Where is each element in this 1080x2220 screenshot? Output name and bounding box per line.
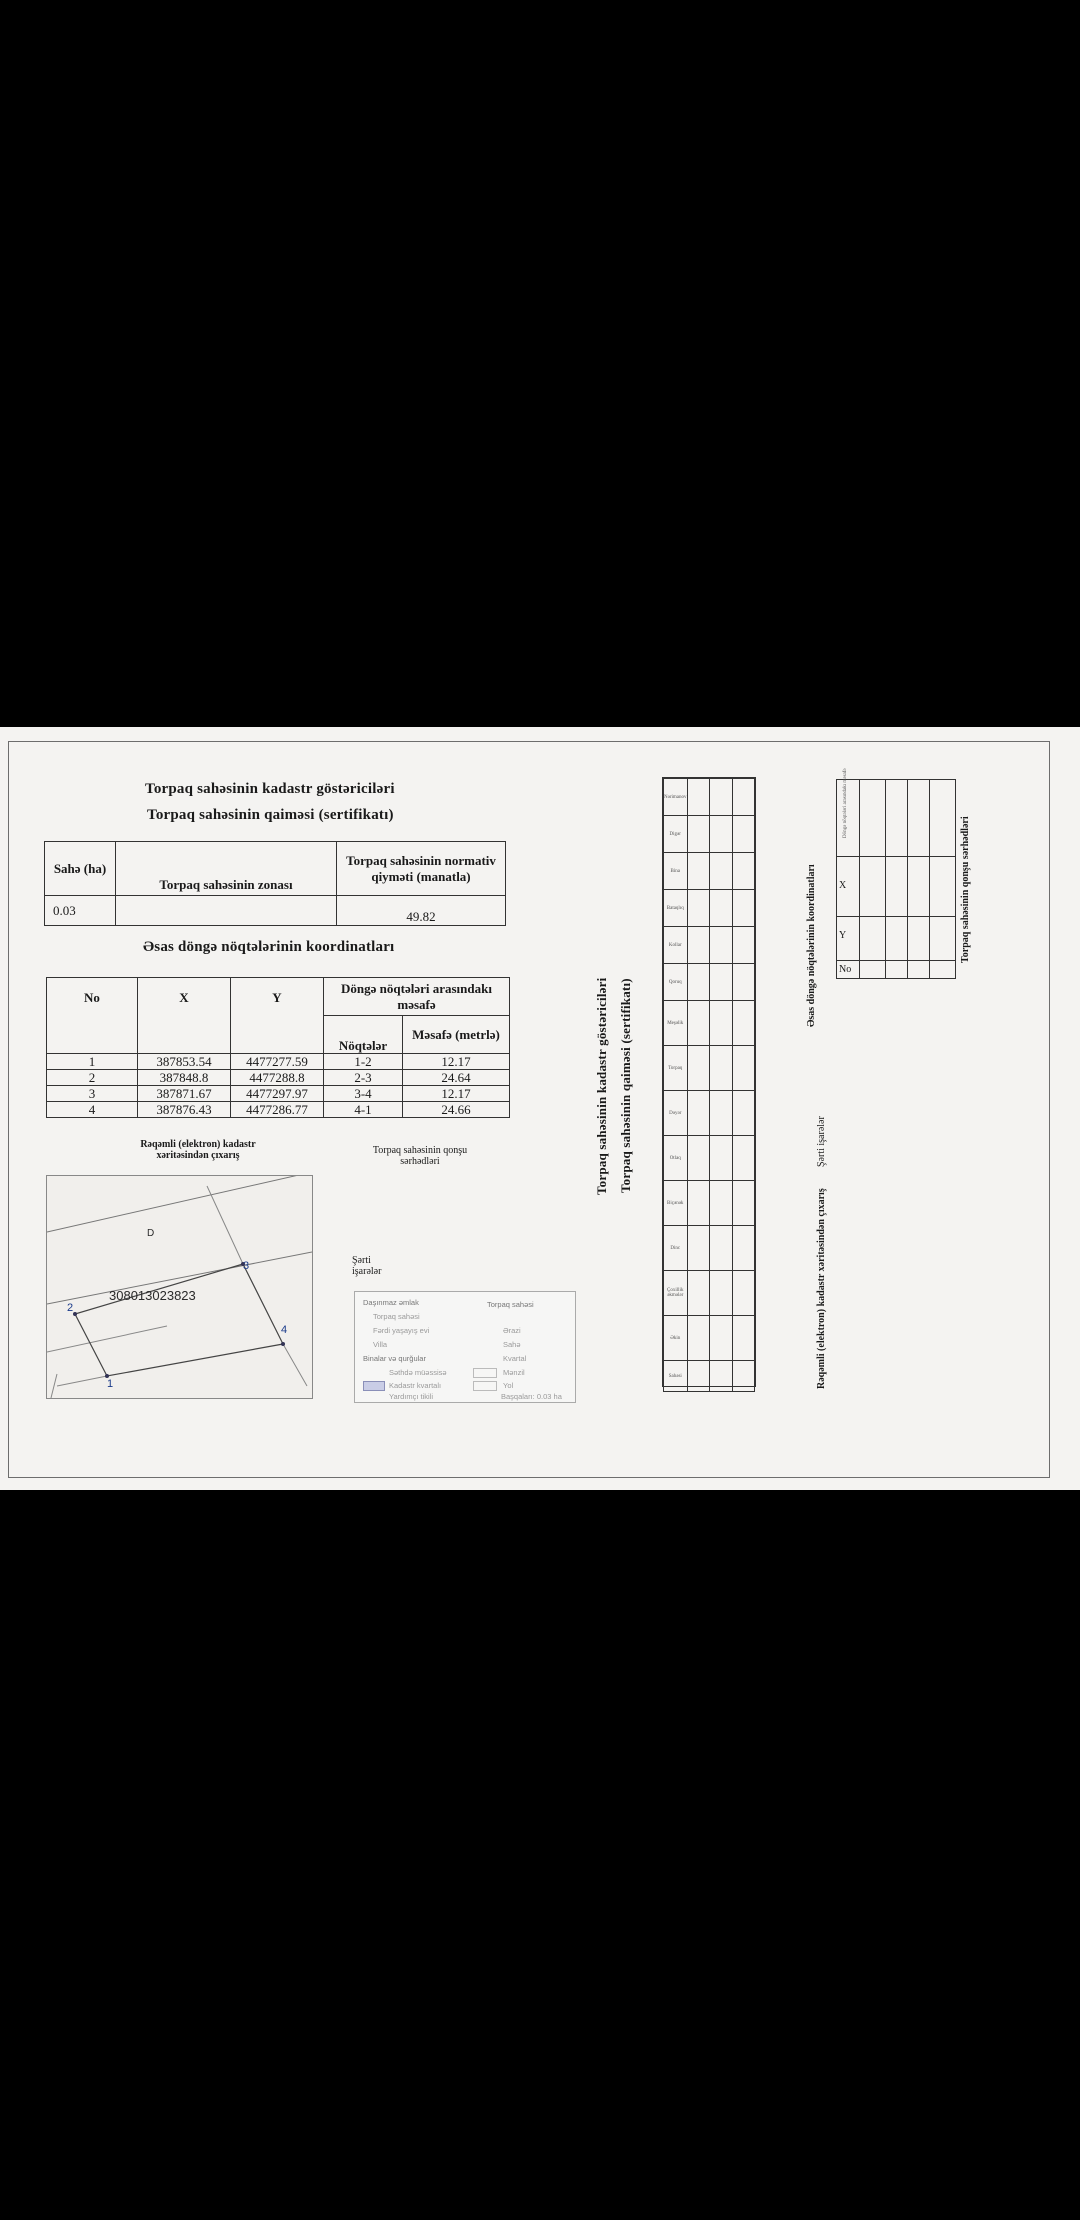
- legend-item: Torpaq sahəsi: [373, 1312, 420, 1321]
- neighbor-label: D: [147, 1228, 155, 1239]
- grid-cell: Kollar: [664, 927, 688, 964]
- table-row: [47, 1054, 510, 1070]
- grid-cell: Bina: [664, 853, 688, 890]
- parcel-id-label: 308013023823: [109, 1288, 196, 1303]
- row-distance: 24.64: [403, 1070, 510, 1086]
- rotated-coords-caption: Əsas döngə nöqtələrinin koordinatları: [806, 864, 817, 1027]
- map-point-2: 2: [67, 1302, 74, 1314]
- row-x: 387876.43: [138, 1102, 231, 1118]
- row-x: 387853.54: [138, 1054, 231, 1070]
- grid-cell: Biçənək: [664, 1181, 688, 1226]
- table-row: [47, 1102, 510, 1118]
- zone-header-price: Torpaq sahəsinin normativ qiyməti (manatla): [337, 842, 506, 896]
- legend-item: Ərazi: [503, 1326, 521, 1335]
- kvartal-swatch-icon: [363, 1381, 385, 1391]
- legend-item: Torpaq sahəsi: [487, 1300, 534, 1309]
- map-point-3: 3: [243, 1260, 250, 1272]
- grid-cell: Qoruq: [664, 964, 688, 1001]
- rotated-land-grid: [662, 777, 756, 1387]
- page-subtitle: Torpaq sahəsinin qaiməsi (sertifikatı): [147, 807, 394, 823]
- grid-cell: Nərimanov: [664, 779, 688, 816]
- zone-area-value: 0.03: [45, 896, 116, 926]
- coords-header-points: Nöqtələr: [324, 1016, 403, 1054]
- menzil-swatch-icon: [473, 1368, 497, 1378]
- legend-item: Sahə: [503, 1340, 521, 1349]
- coords-header-x: X: [138, 978, 231, 1054]
- page-title: Torpaq sahəsinin kadastr göstəriciləri: [145, 781, 395, 797]
- row-y: 4477277.59: [231, 1054, 324, 1070]
- rotated-title: Torpaq sahəsinin kadastr göstəriciləri: [594, 977, 609, 1195]
- zone-price-value: 49.82: [337, 896, 506, 926]
- legend-item: Daşınmaz əmlak: [363, 1298, 419, 1307]
- map-point-1: 1: [107, 1378, 114, 1390]
- table-row: [47, 1070, 510, 1086]
- legend-item: Binalar və qurğular: [363, 1354, 426, 1363]
- grid-cell: Digər: [664, 816, 688, 853]
- legend-item: Səthdə müəssisə: [389, 1368, 447, 1377]
- legend-caption: Şərti işarələr: [352, 1255, 382, 1277]
- yol-swatch-icon: [473, 1381, 497, 1391]
- row-distance: 24.66: [403, 1102, 510, 1118]
- rotated-subtitle: Torpaq sahəsinin qaiməsi (sertifikatı): [618, 978, 633, 1193]
- grid-cell: Bataqlıq: [664, 890, 688, 927]
- rotated-coords-grid: [836, 768, 956, 979]
- grid-cell: Meşəlik: [664, 1001, 688, 1046]
- row-distance: 12.17: [403, 1086, 510, 1102]
- row-points: 4-1: [324, 1102, 403, 1118]
- row-no: 2: [47, 1070, 138, 1086]
- row-distance: 12.17: [403, 1054, 510, 1070]
- zone-table: [44, 841, 506, 926]
- cadastre-map: [46, 1175, 313, 1399]
- legend-item: Kadastr kvartalı: [389, 1381, 442, 1390]
- coords-header-between: Döngə nöqtələri arasındakı məsafə: [324, 978, 510, 1016]
- row-points: 3-4: [324, 1086, 403, 1102]
- document-scan: [0, 727, 1080, 1490]
- zone-header-area: Sahə (ha): [45, 842, 116, 896]
- land-grid-table: [663, 778, 755, 1392]
- grid-cell: Otlaq: [664, 1136, 688, 1181]
- coords-header-no: No: [47, 978, 138, 1054]
- grid-cell: Sahəsi: [664, 1361, 688, 1392]
- row-no: 4: [47, 1102, 138, 1118]
- coords-table: [46, 977, 510, 1118]
- grid-cell: Çoxillik əkmələr: [664, 1271, 688, 1316]
- zone-header-zone: Torpaq sahəsinin zonası: [116, 842, 337, 896]
- legend-item: Yol: [503, 1381, 514, 1390]
- map-drawing: [47, 1176, 312, 1398]
- row-x: 387848.8: [138, 1070, 231, 1086]
- legend-item: Fərdi yaşayış evi: [373, 1326, 430, 1335]
- row-y: 4477288.8: [231, 1070, 324, 1086]
- map-caption: Rəqəmli (elektron) kadastr xəritəsindən çıxarış: [140, 1139, 256, 1161]
- table-row: [47, 1086, 510, 1102]
- legend-box: [354, 1291, 576, 1403]
- map-point-4: 4: [281, 1324, 288, 1336]
- rotated-col-y: Y: [839, 930, 847, 941]
- row-y: 4477286.77: [231, 1102, 324, 1118]
- rotated-neighbors-caption: Torpaq sahəsinin qonşu sərhədləri: [960, 816, 971, 963]
- rotated-map-caption: Rəqəmli (elektron) kadastr xəritəsindən çıxarış: [816, 1188, 827, 1389]
- grid-cell: Torpaq: [664, 1046, 688, 1091]
- legend-item: Villa: [373, 1340, 388, 1349]
- row-no: 1: [47, 1054, 138, 1070]
- grid-cell: Dəyər: [664, 1091, 688, 1136]
- coords-title: Əsas döngə nöqtələrinin koordinatları: [143, 939, 395, 955]
- legend-item: Mənzil: [503, 1368, 525, 1377]
- rotated-legend-caption: Şərti işarələr: [816, 1116, 827, 1167]
- coords-header-distance: Məsafə (metrlə): [403, 1016, 510, 1054]
- legend-item: Kvartal: [503, 1354, 527, 1363]
- grid-cell: Dinc: [664, 1226, 688, 1271]
- row-x: 387871.67: [138, 1086, 231, 1102]
- rotated-points-header: Döngə nöqtələri arasındakı məsafə: [843, 768, 848, 838]
- coords-header-y: Y: [231, 978, 324, 1054]
- rotated-col-x: X: [839, 880, 847, 891]
- row-points: 1-2: [324, 1054, 403, 1070]
- grid-cell: Əkin: [664, 1316, 688, 1361]
- zone-value: [116, 896, 337, 926]
- row-no: 3: [47, 1086, 138, 1102]
- rotated-col-no: No: [839, 964, 852, 975]
- row-points: 2-3: [324, 1070, 403, 1086]
- legend-item: Başqaları: 0.03 ha: [501, 1392, 562, 1401]
- neighbors-caption: Torpaq sahəsinin qonşu sərhədləri: [372, 1145, 468, 1167]
- legend-item: Yardımçı tikili: [389, 1392, 434, 1401]
- row-y: 4477297.97: [231, 1086, 324, 1102]
